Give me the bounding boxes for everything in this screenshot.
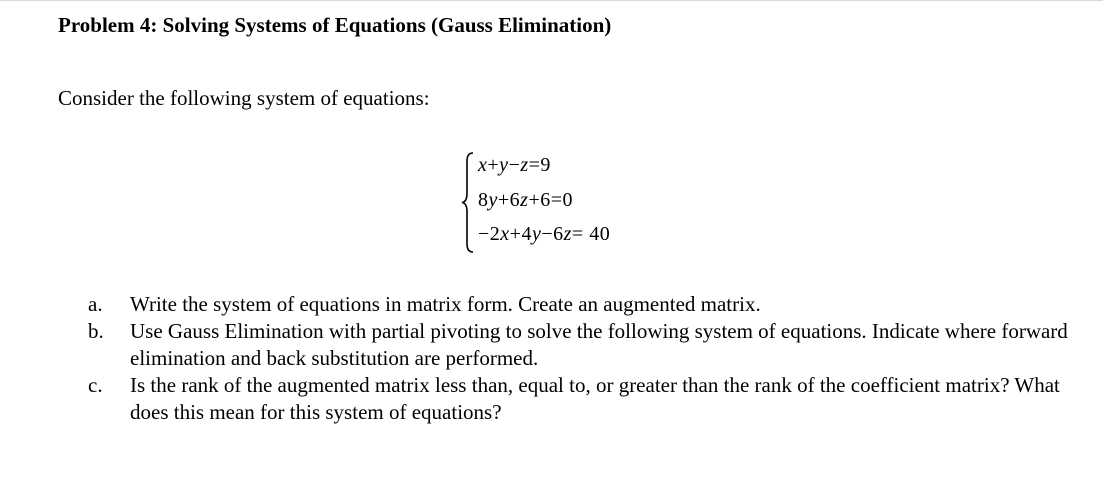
eq1-rhs: =9 (528, 154, 551, 176)
top-rule (0, 0, 1103, 1)
task-c-text: Is the rank of the augmented matrix less than, equal to, or greater than the rank of the coefficient matrix? What does this mean for this system of equations? (130, 373, 1060, 424)
eq3-coef-z: −6 (541, 223, 564, 245)
task-b (88, 318, 1088, 372)
equation-3 (478, 223, 610, 246)
task-b-text: Use Gauss Elimination with partial pivoting to solve the following system of equations. Indicate where forward elimination and back substitution are performed. (130, 319, 1068, 370)
equation-1 (478, 154, 551, 177)
task-a-text: Write the system of equations in matrix form. Create an augmented matrix. (130, 292, 761, 316)
eq1-z: z (520, 154, 529, 176)
eq3-x: x (500, 223, 510, 245)
eq1-y: y (499, 154, 509, 176)
eq1-minus: − (508, 154, 521, 176)
eq2-const: +6 (528, 189, 551, 211)
task-a (88, 291, 1088, 318)
eq2-z: z (520, 189, 529, 211)
task-a-marker: a. (88, 292, 103, 316)
eq1-x: x (478, 154, 488, 176)
eq3-coef-y: +4 (509, 223, 532, 245)
eq2-coef-z: +6 (497, 189, 521, 211)
task-list (88, 291, 1088, 426)
eq1-plus: + (487, 154, 500, 176)
eq2-y: y (488, 189, 498, 211)
intro-text: Consider the following system of equations: (58, 86, 430, 110)
left-brace (461, 151, 477, 254)
task-c (88, 372, 1088, 426)
task-c-marker: c. (88, 373, 103, 397)
eq3-rhs: = 40 (571, 223, 611, 245)
eq3-coef-x: −2 (478, 223, 501, 245)
problem-title: Problem 4: Solving Systems of Equations (Gauss Elimination) (58, 13, 612, 37)
task-b-marker: b. (88, 319, 104, 343)
eq2-rhs: =0 (550, 189, 574, 211)
equation-2 (478, 189, 573, 212)
equation-system (461, 151, 681, 254)
eq3-z: z (563, 223, 572, 245)
eq2-coef-y: 8 (478, 189, 489, 211)
eq3-y: y (531, 223, 542, 245)
